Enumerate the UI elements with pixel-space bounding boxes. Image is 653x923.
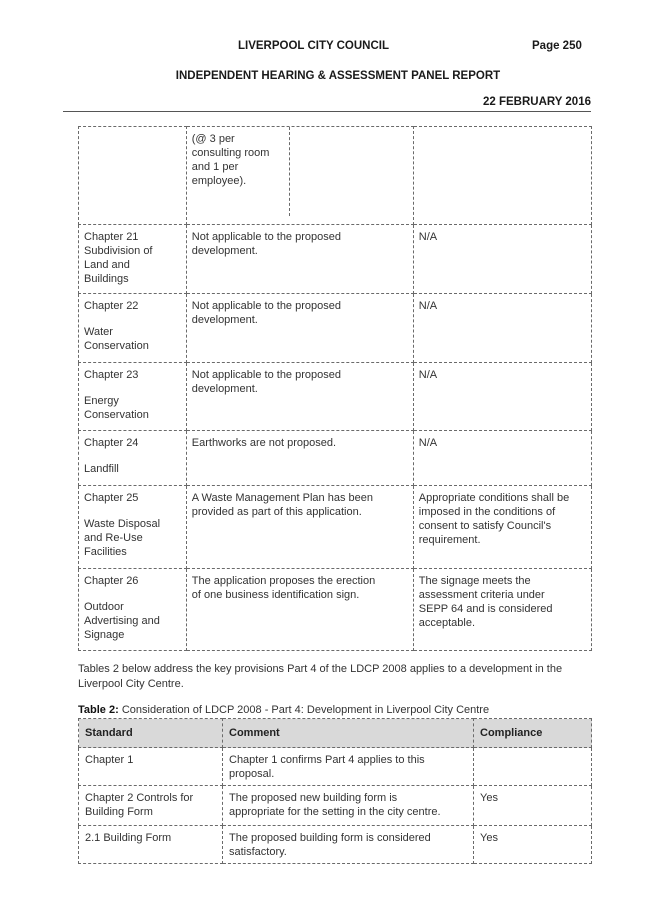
table-row (79, 363, 592, 431)
nested-table (187, 127, 413, 216)
spacer (480, 753, 585, 765)
cell-line: Facilities (84, 546, 127, 558)
cell-line: Yes (480, 832, 498, 844)
cell-line: development. (191, 314, 258, 326)
compliance-cell (413, 431, 591, 486)
table-row (79, 431, 592, 486)
cell-line: N/A (418, 437, 438, 449)
cell-line: Chapter 26 (84, 575, 139, 587)
cell-line: N/A (418, 231, 438, 243)
cell-line: proposal. (229, 768, 275, 780)
cell-line: Waste Disposal (84, 518, 161, 530)
chapter-cell (79, 431, 187, 486)
table-row (79, 486, 592, 569)
cell-line: Chapter 25 (84, 492, 139, 504)
cell-line: Conservation (84, 409, 149, 421)
report-date: 22 FEBRUARY 2016 (482, 96, 591, 108)
nested-cell: (@ 3 per consulting room and 1 per employee). (187, 127, 290, 216)
chapter-cell (79, 569, 187, 651)
cell-line: Building Form (85, 806, 153, 818)
cell-line: Energy (84, 395, 119, 407)
table-row (79, 786, 592, 826)
cell-line: Chapter 21 (84, 231, 139, 243)
comment-cell (186, 431, 413, 486)
cell-line: The proposed building form is considered (229, 832, 431, 844)
cell-line: appropriate for the setting in the city centre. (229, 806, 441, 818)
cell-line: SEPP 64 and is considered (418, 603, 553, 615)
chapter-cell (79, 225, 187, 294)
cell-line: Chapter 23 (84, 369, 139, 381)
table-row (79, 294, 592, 363)
standard-cell (79, 748, 223, 786)
table-row (79, 127, 592, 225)
cell-line: acceptable. (418, 617, 476, 629)
comment-cell (186, 294, 413, 363)
council-name: LIVERPOOL CITY COUNCIL (238, 40, 390, 52)
cell-line: satisfactory. (229, 846, 287, 858)
table-header-row (79, 719, 592, 748)
standard-cell (79, 786, 223, 826)
cell-line: Chapter 24 (84, 437, 139, 449)
cell-line: Chapter 22 (84, 300, 139, 312)
cell-line: provided as part of this application. (191, 506, 362, 518)
spacer (84, 588, 181, 600)
cell-line: assessment criteria under (418, 589, 545, 601)
intro-paragraph: Tables 2 below address the key provisions Part 4 of the LDCP 2008 applies to a development in the Liverpool City Centre. (78, 663, 563, 690)
comment-cell (186, 363, 413, 431)
chapter-cell (79, 363, 187, 431)
table-row (79, 826, 592, 864)
cell-line: The proposed new building form is (229, 792, 398, 804)
cell-line: requirement. (418, 534, 481, 546)
cell-line: Buildings (84, 273, 129, 285)
cell-line: imposed in the conditions of (418, 506, 556, 518)
cell-line: Chapter 1 (85, 754, 134, 766)
comment-cell (186, 225, 413, 294)
table-row (79, 225, 592, 294)
comment-cell (186, 486, 413, 569)
cell-line: Land and (84, 259, 130, 271)
cell-line: Chapter 1 confirms Part 4 applies to this (229, 754, 425, 766)
compliance-cell (413, 569, 591, 651)
comment-cell (186, 569, 413, 651)
report-title: INDEPENDENT HEARING & ASSESSMENT PANEL REPORT (175, 70, 501, 82)
chapters-table (78, 126, 592, 651)
nested-empty-cell (289, 127, 413, 216)
compliance-cell (413, 294, 591, 363)
cell-line: Landfill (84, 463, 119, 475)
spacer (84, 382, 181, 394)
header-standard: Standard (79, 719, 223, 748)
cell-line: Signage (84, 629, 125, 641)
cell-line: and Re-Use (84, 532, 143, 544)
cell-line: Subdivision of (84, 245, 153, 257)
cell-line: Yes (480, 792, 498, 804)
cell-line: Chapter 2 Controls for (85, 792, 194, 804)
comment-cell (223, 786, 474, 826)
spacer (84, 313, 181, 325)
chapter-cell (79, 294, 187, 363)
continued-comment-cell (186, 127, 413, 225)
table2-caption: Table 2: Consideration of LDCP 2008 - Part 4: Development in Liverpool City Centre (78, 704, 490, 716)
page-number: Page 250 (532, 40, 582, 52)
table-row (79, 748, 592, 786)
cell-line: Appropriate conditions shall be (418, 492, 570, 504)
compliance-cell (413, 225, 591, 294)
cell-line: 2.1 Building Form (85, 832, 172, 844)
comment-cell (223, 826, 474, 864)
empty-cell (413, 127, 591, 225)
ldcp-part4-table (78, 718, 592, 864)
table-row (79, 569, 592, 651)
cell-line: The application proposes the erection (191, 575, 376, 587)
cell-line: Not applicable to the proposed (191, 369, 341, 381)
compliance-cell (413, 486, 591, 569)
header-comment: Comment (223, 719, 474, 748)
compliance-cell (474, 826, 592, 864)
header-rule (63, 111, 591, 112)
cell-line: Not applicable to the proposed (191, 231, 341, 243)
cell-line: development. (191, 245, 258, 257)
cell-line: Not applicable to the proposed (191, 300, 341, 312)
cell-line: development. (191, 383, 258, 395)
cell-line: Conservation (84, 340, 149, 352)
standard-cell (79, 826, 223, 864)
cell-line: A Waste Management Plan has been (191, 492, 373, 504)
cell-line: Water (84, 326, 113, 338)
header-compliance: Compliance (474, 719, 592, 748)
chapter-cell (79, 486, 187, 569)
cell-line: N/A (418, 300, 438, 312)
cell-line: Advertising and (84, 615, 160, 627)
compliance-cell (474, 748, 592, 786)
cell-line: The signage meets the (418, 575, 531, 587)
empty-cell (79, 127, 187, 225)
cell-line: Outdoor (84, 601, 124, 613)
cell-line: consent to satisfy Council's (418, 520, 552, 532)
spacer (84, 505, 181, 517)
compliance-cell (474, 786, 592, 826)
comment-cell (223, 748, 474, 786)
compliance-cell (413, 363, 591, 431)
cell-line: N/A (418, 369, 438, 381)
cell-line: Earthworks are not proposed. (191, 437, 337, 449)
spacer (84, 450, 181, 462)
cell-line: of one business identification sign. (191, 589, 360, 601)
